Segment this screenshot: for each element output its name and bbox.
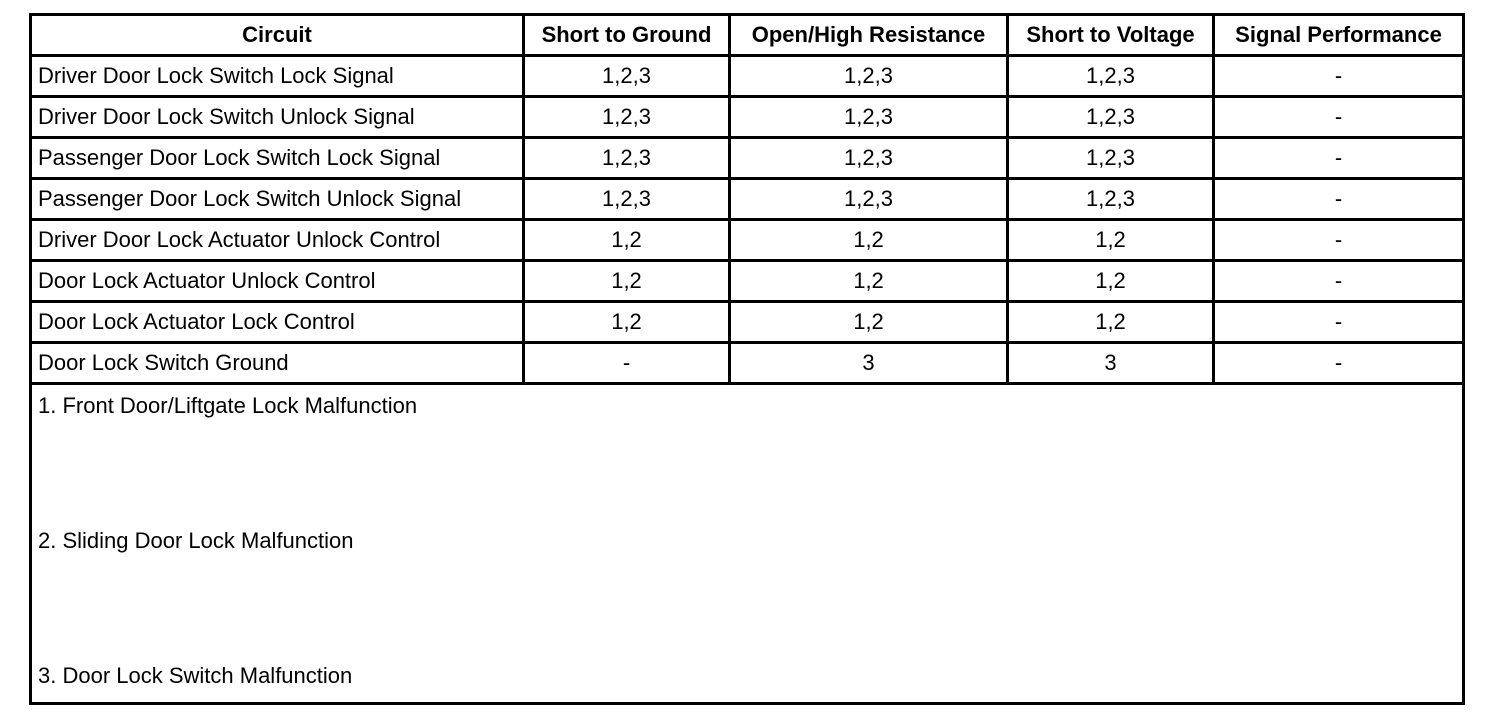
open-high-resistance-cell: 1,2 bbox=[730, 220, 1008, 261]
header-row bbox=[31, 15, 1464, 56]
short-to-voltage-cell: 3 bbox=[1008, 343, 1214, 384]
table-row bbox=[31, 138, 1464, 179]
open-high-resistance-cell: 3 bbox=[730, 343, 1008, 384]
short-to-ground-cell: 1,2 bbox=[524, 261, 730, 302]
open-high-resistance-cell: 1,2 bbox=[730, 261, 1008, 302]
short-to-voltage-cell: 1,2 bbox=[1008, 220, 1214, 261]
open-high-resistance-cell: 1,2,3 bbox=[730, 97, 1008, 138]
short-to-ground-cell: 1,2,3 bbox=[524, 138, 730, 179]
circuit-name-cell: Driver Door Lock Switch Unlock Signal bbox=[31, 97, 524, 138]
short-to-voltage-cell: 1,2 bbox=[1008, 261, 1214, 302]
signal-performance-cell: - bbox=[1214, 179, 1464, 220]
table-row bbox=[31, 220, 1464, 261]
circuit-name-cell: Driver Door Lock Switch Lock Signal bbox=[31, 56, 524, 97]
table-row bbox=[31, 179, 1464, 220]
table-row bbox=[31, 97, 1464, 138]
note-sliding-door: 2. Sliding Door Lock Malfunction bbox=[38, 528, 354, 553]
open-high-resistance-cell: 1,2,3 bbox=[730, 138, 1008, 179]
signal-performance-cell: - bbox=[1214, 220, 1464, 261]
short-to-ground-cell: 1,2,3 bbox=[524, 97, 730, 138]
signal-performance-cell: - bbox=[1214, 56, 1464, 97]
short-to-voltage-cell: 1,2,3 bbox=[1008, 179, 1214, 220]
open-high-resistance-cell: 1,2,3 bbox=[730, 179, 1008, 220]
table-row bbox=[31, 302, 1464, 343]
notes-row bbox=[31, 384, 1464, 704]
circuit-name-cell: Door Lock Switch Ground bbox=[31, 343, 524, 384]
circuit-name-cell: Door Lock Actuator Lock Control bbox=[31, 302, 524, 343]
table-row bbox=[31, 56, 1464, 97]
short-to-voltage-cell: 1,2,3 bbox=[1008, 56, 1214, 97]
header-short-to-ground: Short to Ground bbox=[524, 15, 730, 56]
short-to-ground-cell: 1,2,3 bbox=[524, 179, 730, 220]
header-circuit: Circuit bbox=[31, 15, 524, 56]
signal-performance-cell: - bbox=[1214, 97, 1464, 138]
note-door-lock-switch: 3. Door Lock Switch Malfunction bbox=[38, 663, 353, 688]
signal-performance-cell: - bbox=[1214, 261, 1464, 302]
short-to-ground-cell: 1,2,3 bbox=[524, 56, 730, 97]
short-to-ground-cell: 1,2 bbox=[524, 302, 730, 343]
circuit-name-cell: Passenger Door Lock Switch Unlock Signal bbox=[31, 179, 524, 220]
circuit-diagnostic-table bbox=[29, 13, 1465, 705]
notes-cell bbox=[31, 384, 1464, 704]
short-to-ground-cell: 1,2 bbox=[524, 220, 730, 261]
circuit-name-cell: Driver Door Lock Actuator Unlock Control bbox=[31, 220, 524, 261]
table-row bbox=[31, 261, 1464, 302]
notes-list bbox=[38, 393, 1462, 688]
short-to-ground-cell: - bbox=[524, 343, 730, 384]
short-to-voltage-cell: 1,2,3 bbox=[1008, 138, 1214, 179]
signal-performance-cell: - bbox=[1214, 138, 1464, 179]
short-to-voltage-cell: 1,2,3 bbox=[1008, 97, 1214, 138]
circuit-name-cell: Passenger Door Lock Switch Lock Signal bbox=[31, 138, 524, 179]
open-high-resistance-cell: 1,2 bbox=[730, 302, 1008, 343]
table-row bbox=[31, 343, 1464, 384]
header-open-high-resistance: Open/High Resistance bbox=[730, 15, 1008, 56]
header-signal-performance: Signal Performance bbox=[1214, 15, 1464, 56]
open-high-resistance-cell: 1,2,3 bbox=[730, 56, 1008, 97]
signal-performance-cell: - bbox=[1214, 343, 1464, 384]
circuit-name-cell: Door Lock Actuator Unlock Control bbox=[31, 261, 524, 302]
note-front-door-liftgate: 1. Front Door/Liftgate Lock Malfunction bbox=[38, 393, 418, 418]
short-to-voltage-cell: 1,2 bbox=[1008, 302, 1214, 343]
signal-performance-cell: - bbox=[1214, 302, 1464, 343]
header-short-to-voltage: Short to Voltage bbox=[1008, 15, 1214, 56]
